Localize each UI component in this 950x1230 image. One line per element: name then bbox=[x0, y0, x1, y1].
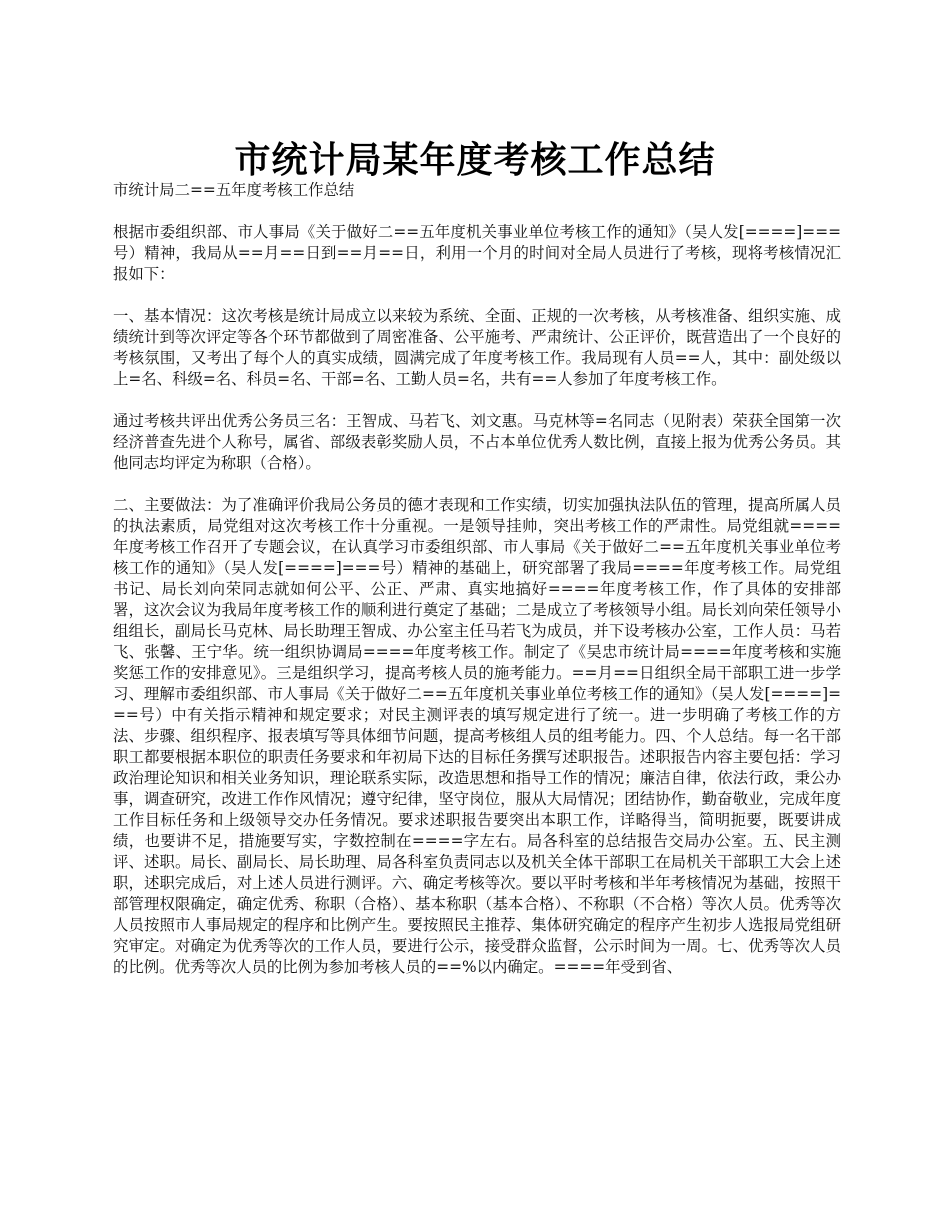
document-body bbox=[113, 180, 841, 978]
paragraph-main-methods: 二、主要做法：为了准确评价我局公务员的德才表现和工作实绩，切实加强执法队伍的管理，提高所属人员的执法素质，局党组对这次考核工作十分重视。一是领导挂帅，突出考核工作的严肃性。局党组就====年度考核工作召开了专题会议，在认真学习市委组织部、市人事局《关于做好二==五年度机关事业单位考核工作的通知》（吴人发[====]===号）精神的基础上，研究部署了我局====年度考核工作。局党组书记、局长刘向荣同志就如何公平、公正、严肃、真实地搞好====年度考核工作，作了具体的安排部署，这次会议为我局年度考核工作的顺利进行奠定了基础；二是成立了考核领导小组。局长刘向荣任领导小组组长，副局长马克林、局长助理王智成、办公室主任马若飞为成员，并下设考核办公室，工作人员：马若飞、张馨、王宁华。统一组织协调局====年度考核工作。制定了《吴忠市统计局====年度考核和实施奖惩工作的安排意见》。三是组织学习，提高考核人员的施考能力。==月==日组织全局干部职工进一步学习、理解市委组织部、市人事局《关于做好二==五年度机关事业单位考核工作的通知》（吴人发[====]===号）中有关指示精神和规定要求；对民主测评表的填写规定进行了统一。进一步明确了考核工作的方法、步骤、组织程序、报表填写等具体细节问题，提高考核组人员的组考能力。四、个人总结。每一名干部职工都要根据本职位的职责任务要求和年初局下达的目标任务撰写述职报告。述职报告内容主要包括：学习政治理论知识和相关业务知识，理论联系实际，改造思想和指导工作的情况；廉洁自律，依法行政，秉公办事，调查研究，改进工作作风情况；遵守纪律，坚守岗位，服从大局情况；团结协作，勤奋敬业，完成年度工作目标任务和上级领导交办任务情况。要求述职报告要突出本职工作，详略得当，简明扼要，既要讲成绩，也要讲不足，措施要写实，字数控制在====字左右。局各科室的总结报告交局办公室。五、民主测评、述职。局长、副局长、局长助理、局各科室负责同志以及机关全体干部职工在局机关干部职工大会上述职，述职完成后，对上述人员进行测评。六、确定考核等次。要以平时考核和半年考核情况为基础，按照干部管理权限确定，确定优秀、称职（合格）、基本称职（基本合格）、不称职（不合格）等次人员。优秀等次人员按照市人事局规定的程序和比例产生。要按照民主推荐、集体研究确定的程序产生初步人选报局党组研究审定。对确定为优秀等次的工作人员，要进行公示，接受群众监督，公示时间为一周。七、优秀等次人员的比例。优秀等次人员的比例为参加考核人员的==%以内确定。====年受到省、 bbox=[113, 496, 841, 976]
document-title: 市统计局某年度考核工作总结 bbox=[234, 139, 716, 182]
paragraph-intro: 根据市委组织部、市人事局《关于做好二==五年度机关事业单位考核工作的通知》（吴人发[====]===号）精神，我局从==月==日到==月==日，利用一个月的时间对全局人员进行了考核，现将考核情况汇报如下： bbox=[113, 223, 841, 283]
document-subtitle: 市统计局二==五年度考核工作总结 bbox=[113, 181, 355, 199]
paragraph-evaluation-results: 通过考核共评出优秀公务员三名：王智成、马若飞、刘文惠。马克林等=名同志（见附表）荣获全国第一次经济普查先进个人称号，属省、部级表彰奖励人员，不占本单位优秀人数比例，直接上报为优秀公务员。其他同志均评定为称职（合格）。 bbox=[113, 412, 841, 472]
paragraph-basic-situation: 一、基本情况：这次考核是统计局成立以来较为系统、全面、正规的一次考核，从考核准备、组织实施、成绩统计到等次评定等各个环节都做到了周密准备、公平施考、严肃统计、公正评价，既营造出了一个良好的考核氛围，又考出了每个人的真实成绩，圆满完成了年度考核工作。我局现有人员==人，其中：副处级以上=名、科级=名、科员=名、干部=名、工勤人员=名，共有==人参加了年度考核工作。 bbox=[113, 307, 841, 388]
